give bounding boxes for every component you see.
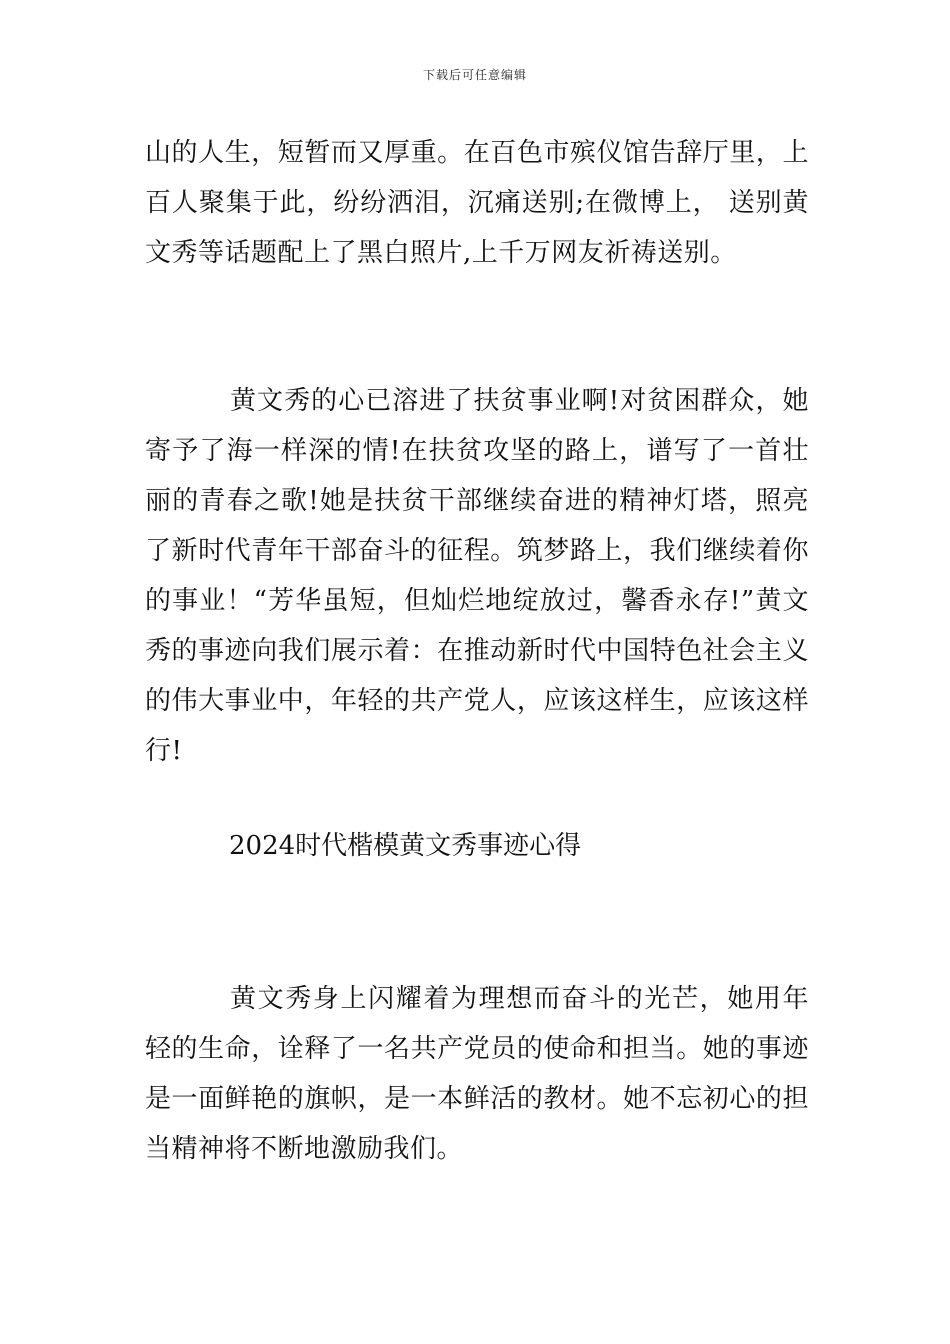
header-note: 下载后可任意编辑 [422, 68, 527, 82]
paragraph-3: 黄文秀身上闪耀着为理想而奋斗的光芒，她用年轻的生命，诠释了一名共产党员的使命和担当。她的事迹是一面鲜艳的旗帜，是一本鲜活的教材。她不忘初心的担当精神将不断地激励我们。 [145, 984, 809, 1164]
section-heading: 2024时代楷模黄文秀事迹心得 [229, 831, 582, 861]
paragraph-2: 黄文秀的心已溶进了扶贫事业啊!对贫困群众，她寄予了海一样深的情!在扶贫攻坚的路上，谱写了一首壮丽的青春之歌!她是扶贫干部继续奋进的精神灯塔，照亮了新时代青年干部奋斗的征程。筑梦路上，我们继续着你的事业！“芳华虽短，但灿烂地绽放过，馨香永存!”黄文秀的事迹向我们展示着：在推动新时代中国特色社会主义的伟大事业中，年轻的共产党人，应该这样生，应该这样行! [145, 386, 809, 766]
paragraph-1: 山的人生，短暂而又厚重。在百色市殡仪馆告辞厅里，上百人聚集于此，纷纷洒泪，沉痛送别;在微博上， 送别黄文秀等话题配上了黑白照片,上千万网友祈祷送别。 [145, 138, 809, 268]
